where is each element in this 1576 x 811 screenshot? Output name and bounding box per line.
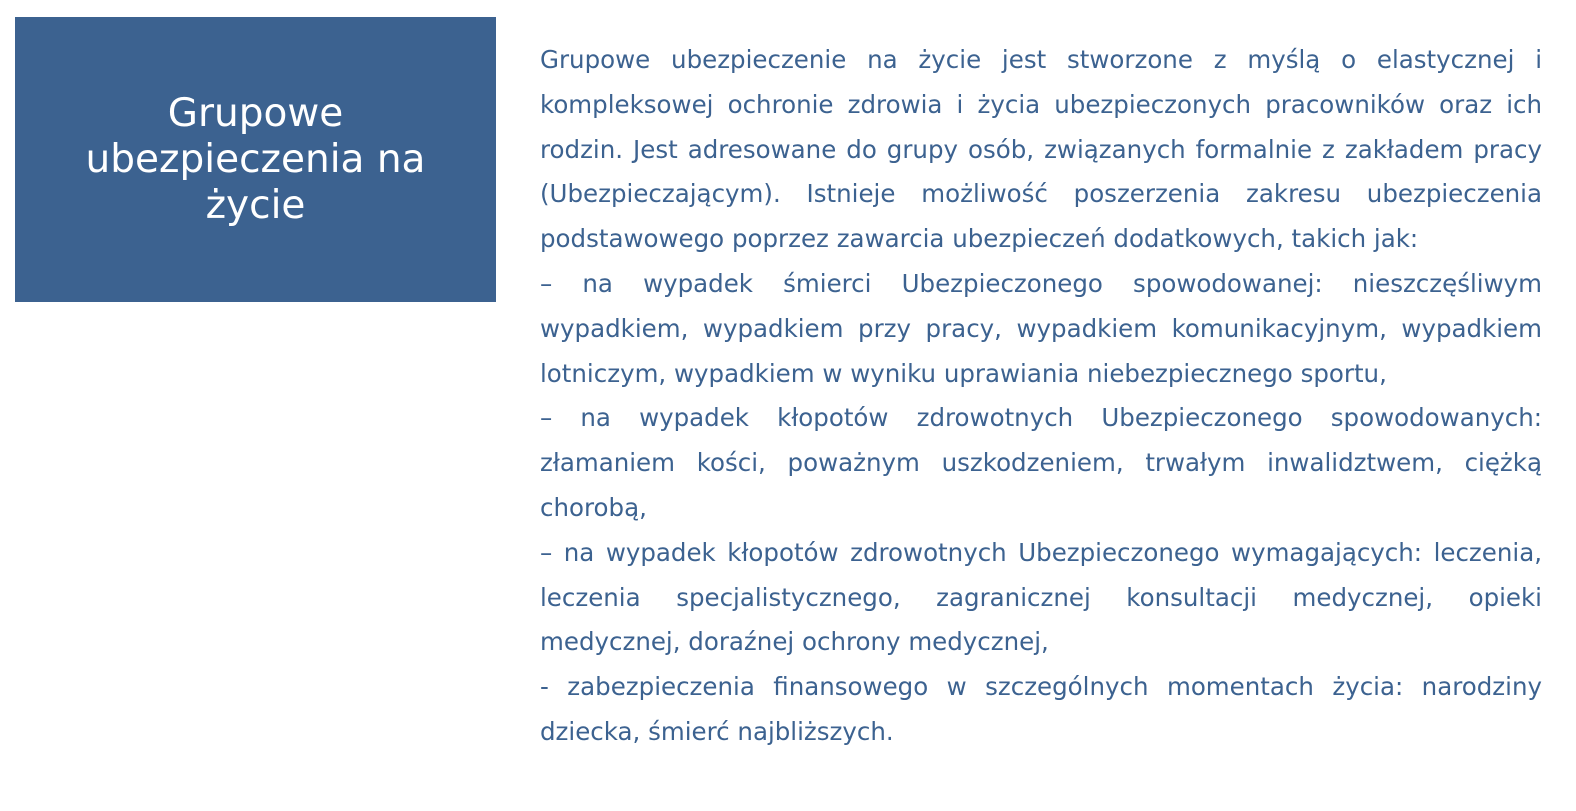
title-banner — [15, 17, 496, 302]
list-item-financial-security: - zabezpieczenia finansowego w szczególnych momentach życia: narodziny dziecka, śmierć najbliższych. — [540, 672, 1542, 746]
list-item-health-events: – na wypadek kłopotów zdrowotnych Ubezpieczonego spowodowanych: złamaniem kości, poważnym uszkodzeniem, trwałym inwalidztwem, ciężką chorobą, — [540, 403, 1542, 522]
intro-paragraph: Grupowe ubezpieczenie na życie jest stworzone z myślą o elastycznej i kompleksowej ochronie zdrowia i życia ubezpieczonych pracowników oraz ich rodzin. Jest adresowane do grupy osób, związanych formalnie z zakładem pracy (Ubezpieczającym). Istnieje możliwość poszerzenia zakresu ubezpieczenia podstawowego poprzez zawarcia ubezpieczeń dodatkowych, takich jak: — [540, 45, 1542, 254]
page-title: Grupowe ubezpieczenia na życie — [85, 90, 426, 228]
list-item-death-coverage: – na wypadek śmierci Ubezpieczonego spowodowanej: nieszczęśliwym wypadkiem, wypadkiem przy pracy, wypadkiem komunikacyjnym, wypadkiem lotniczym, wypadkiem w wyniku uprawiania niebezpiecznego sportu, — [540, 268, 1542, 388]
list-item-medical-care: – na wypadek kłopotów zdrowotnych Ubezpieczonego wymagających: leczenia, leczenia specjalistycznego, zagranicznej konsultacji medycznej, opieki medycznej, doraźnej ochrony medycznej, — [540, 537, 1542, 657]
description-section — [540, 38, 1542, 755]
